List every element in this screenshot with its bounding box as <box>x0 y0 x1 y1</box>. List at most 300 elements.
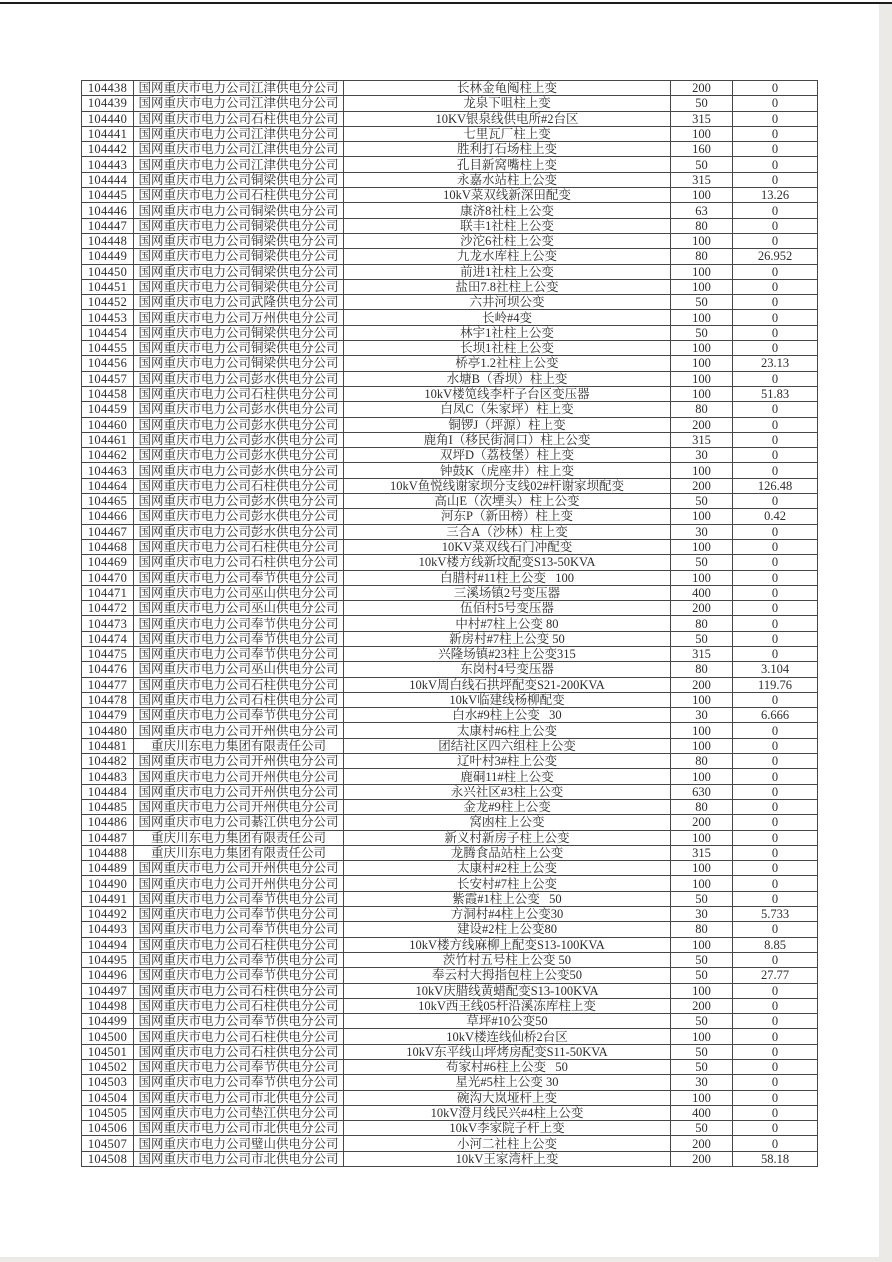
cell-name: 三溪场镇2号变压器 <box>344 585 671 600</box>
cell-value: 8.85 <box>733 937 818 952</box>
cell-capacity: 100 <box>671 692 733 707</box>
cell-value: 0 <box>733 1029 818 1044</box>
cell-capacity: 100 <box>671 876 733 891</box>
cell-value: 0 <box>733 432 818 447</box>
cell-id: 104448 <box>82 233 134 248</box>
table-row <box>82 157 818 172</box>
cell-value: 0 <box>733 1060 818 1075</box>
table-row <box>82 509 818 524</box>
cell-id: 104465 <box>82 494 134 509</box>
cell-name: 星光#5柱上公变 30 <box>344 1075 671 1090</box>
table-row <box>82 448 818 463</box>
cell-company: 国网重庆市电力公司万州供电分公司 <box>134 310 344 325</box>
cell-capacity: 30 <box>671 708 733 723</box>
cell-name: 沙沱6社柱上公变 <box>344 233 671 248</box>
table-row <box>82 524 818 539</box>
table-row <box>82 631 818 646</box>
cell-value: 0 <box>733 494 818 509</box>
cell-name: 太康村#6柱上公变 <box>344 723 671 738</box>
table-row <box>82 677 818 692</box>
cell-id: 104457 <box>82 371 134 386</box>
cell-capacity: 100 <box>671 937 733 952</box>
cell-id: 104490 <box>82 876 134 891</box>
table-row <box>82 539 818 554</box>
cell-company: 国网重庆市电力公司开州供电分公司 <box>134 861 344 876</box>
cell-company: 重庆川东电力集团有限责任公司 <box>134 738 344 753</box>
cell-id: 104468 <box>82 539 134 554</box>
cell-name: 太康村#2柱上公变 <box>344 861 671 876</box>
cell-company: 国网重庆市电力公司綦江供电分公司 <box>134 815 344 830</box>
cell-name: 河东P（新田榜）柱上变 <box>344 509 671 524</box>
cell-company: 国网重庆市电力公司武隆供电分公司 <box>134 295 344 310</box>
cell-id: 104477 <box>82 677 134 692</box>
cell-capacity: 200 <box>671 417 733 432</box>
cell-value: 0 <box>733 279 818 294</box>
cell-company: 国网重庆市电力公司石柱供电分公司 <box>134 937 344 952</box>
cell-name: 10kV李家院子杆上变 <box>344 1121 671 1136</box>
cell-company: 国网重庆市电力公司市北供电分公司 <box>134 1151 344 1166</box>
cell-company: 国网重庆市电力公司奉节供电分公司 <box>134 952 344 967</box>
cell-company: 国网重庆市电力公司彭水供电分公司 <box>134 524 344 539</box>
cell-value: 0 <box>733 463 818 478</box>
cell-name: 双坪D（荔枝堡）柱上变 <box>344 448 671 463</box>
cell-capacity: 50 <box>671 555 733 570</box>
cell-capacity: 315 <box>671 172 733 187</box>
cell-company: 国网重庆市电力公司彭水供电分公司 <box>134 509 344 524</box>
cell-capacity: 100 <box>671 264 733 279</box>
cell-company: 国网重庆市电力公司石柱供电分公司 <box>134 677 344 692</box>
cell-company: 国网重庆市电力公司彭水供电分公司 <box>134 417 344 432</box>
table-row <box>82 264 818 279</box>
table-row <box>82 891 818 906</box>
cell-company: 国网重庆市电力公司石柱供电分公司 <box>134 998 344 1013</box>
cell-value: 13.26 <box>733 188 818 203</box>
cell-value: 0.42 <box>733 509 818 524</box>
cell-company: 国网重庆市电力公司彭水供电分公司 <box>134 371 344 386</box>
cell-value: 0 <box>733 111 818 126</box>
cell-id: 104471 <box>82 585 134 600</box>
cell-value: 0 <box>733 142 818 157</box>
cell-value: 0 <box>733 692 818 707</box>
cell-id: 104498 <box>82 998 134 1013</box>
table-row <box>82 845 818 860</box>
cell-value: 0 <box>733 81 818 96</box>
cell-id: 104446 <box>82 203 134 218</box>
table-row <box>82 1136 818 1151</box>
cell-value: 0 <box>733 891 818 906</box>
cell-company: 国网重庆市电力公司铜梁供电分公司 <box>134 356 344 371</box>
cell-company: 国网重庆市电力公司石柱供电分公司 <box>134 478 344 493</box>
cell-id: 104488 <box>82 845 134 860</box>
cell-capacity: 200 <box>671 815 733 830</box>
cell-company: 国网重庆市电力公司江津供电分公司 <box>134 81 344 96</box>
cell-id: 104444 <box>82 172 134 187</box>
cell-company: 国网重庆市电力公司石柱供电分公司 <box>134 1029 344 1044</box>
cell-id: 104450 <box>82 264 134 279</box>
cell-name: 九龙水库柱上公变 <box>344 249 671 264</box>
cell-name: 鹿角I（移民街洞口）柱上公变 <box>344 432 671 447</box>
cell-value: 0 <box>733 126 818 141</box>
table-row <box>82 494 818 509</box>
cell-company: 国网重庆市电力公司开州供电分公司 <box>134 876 344 891</box>
cell-company: 国网重庆市电力公司铜梁供电分公司 <box>134 249 344 264</box>
table-row <box>82 692 818 707</box>
cell-id: 104454 <box>82 325 134 340</box>
table-row <box>82 968 818 983</box>
cell-capacity: 200 <box>671 1151 733 1166</box>
cell-capacity: 100 <box>671 341 733 356</box>
table-row <box>82 983 818 998</box>
cell-capacity: 50 <box>671 631 733 646</box>
cell-capacity: 200 <box>671 677 733 692</box>
table-row <box>82 922 818 937</box>
cell-company: 国网重庆市电力公司巫山供电分公司 <box>134 662 344 677</box>
cell-name: 康济8社柱上公变 <box>344 203 671 218</box>
cell-capacity: 100 <box>671 310 733 325</box>
cell-name: 白凤C（朱家坪）柱上变 <box>344 402 671 417</box>
cell-company: 国网重庆市电力公司垫江供电分公司 <box>134 1105 344 1120</box>
cell-value: 0 <box>733 448 818 463</box>
cell-name: 高山E（次堙头）柱上公变 <box>344 494 671 509</box>
cell-name: 长岭#4变 <box>344 310 671 325</box>
cell-company: 国网重庆市电力公司奉节供电分公司 <box>134 907 344 922</box>
table-row <box>82 585 818 600</box>
table-row <box>82 1060 818 1075</box>
cell-capacity: 100 <box>671 983 733 998</box>
cell-capacity: 50 <box>671 968 733 983</box>
cell-name: 兴隆场镇#23柱上公变315 <box>344 646 671 661</box>
cell-capacity: 160 <box>671 142 733 157</box>
table-row <box>82 417 818 432</box>
table-row <box>82 830 818 845</box>
cell-name: 10kV西王线05杆沿溪冻库柱上变 <box>344 998 671 1013</box>
cell-capacity: 80 <box>671 402 733 417</box>
table-row <box>82 1105 818 1120</box>
table-row <box>82 356 818 371</box>
cell-id: 104486 <box>82 815 134 830</box>
cell-name: 水塘B（香坝）柱上变 <box>344 371 671 386</box>
table-row <box>82 218 818 233</box>
cell-company: 重庆川东电力集团有限责任公司 <box>134 830 344 845</box>
cell-company: 国网重庆市电力公司江津供电分公司 <box>134 96 344 111</box>
cell-id: 104501 <box>82 1044 134 1059</box>
cell-value: 0 <box>733 264 818 279</box>
cell-name: 10kV周白线石拱坪配变S21-200KVA <box>344 677 671 692</box>
cell-company: 国网重庆市电力公司石柱供电分公司 <box>134 1044 344 1059</box>
cell-id: 104483 <box>82 769 134 784</box>
cell-capacity: 50 <box>671 1014 733 1029</box>
cell-capacity: 100 <box>671 1029 733 1044</box>
cell-capacity: 50 <box>671 494 733 509</box>
cell-id: 104476 <box>82 662 134 677</box>
cell-name: 碗沟大岚垭杆上变 <box>344 1090 671 1105</box>
table-row <box>82 815 818 830</box>
cell-name: 10kV菜双线新深田配变 <box>344 188 671 203</box>
table-row <box>82 952 818 967</box>
cell-name: 辽叶村3#柱上公变 <box>344 754 671 769</box>
table-row <box>82 616 818 631</box>
cell-company: 国网重庆市电力公司开州供电分公司 <box>134 723 344 738</box>
cell-id: 104456 <box>82 356 134 371</box>
cell-capacity: 50 <box>671 891 733 906</box>
cell-company: 国网重庆市电力公司铜梁供电分公司 <box>134 218 344 233</box>
cell-value: 0 <box>733 784 818 799</box>
cell-capacity: 100 <box>671 830 733 845</box>
cell-company: 国网重庆市电力公司彭水供电分公司 <box>134 463 344 478</box>
cell-id: 104499 <box>82 1014 134 1029</box>
cell-name: 七里瓦厂柱上变 <box>344 126 671 141</box>
cell-capacity: 100 <box>671 861 733 876</box>
table-row <box>82 1090 818 1105</box>
cell-name: 10kV王家湾杆上变 <box>344 1151 671 1166</box>
cell-id: 104494 <box>82 937 134 952</box>
cell-name: 10kV鱼悦线谢家坝分支线02#杆谢家坝配变 <box>344 478 671 493</box>
cell-capacity: 100 <box>671 188 733 203</box>
cell-id: 104500 <box>82 1029 134 1044</box>
cell-capacity: 200 <box>671 998 733 1013</box>
cell-capacity: 315 <box>671 845 733 860</box>
cell-value: 0 <box>733 1121 818 1136</box>
cell-capacity: 50 <box>671 1121 733 1136</box>
table-row <box>82 478 818 493</box>
table-row <box>82 723 818 738</box>
cell-capacity: 200 <box>671 601 733 616</box>
cell-value: 0 <box>733 539 818 554</box>
cell-capacity: 100 <box>671 738 733 753</box>
table-row <box>82 876 818 891</box>
cell-name: 联丰1社柱上公变 <box>344 218 671 233</box>
cell-company: 国网重庆市电力公司奉节供电分公司 <box>134 616 344 631</box>
cell-id: 104442 <box>82 142 134 157</box>
cell-capacity: 100 <box>671 279 733 294</box>
cell-company: 国网重庆市电力公司江津供电分公司 <box>134 126 344 141</box>
cell-id: 104470 <box>82 570 134 585</box>
cell-value: 119.76 <box>733 677 818 692</box>
cell-value: 0 <box>733 524 818 539</box>
cell-name: 10kV临建线杨柳配变 <box>344 692 671 707</box>
cell-value: 0 <box>733 218 818 233</box>
cell-name: 建设#2柱上公变80 <box>344 922 671 937</box>
table-row <box>82 249 818 264</box>
table-row <box>82 386 818 401</box>
cell-value: 126.48 <box>733 478 818 493</box>
cell-id: 104502 <box>82 1060 134 1075</box>
cell-company: 国网重庆市电力公司铜梁供电分公司 <box>134 233 344 248</box>
cell-value: 51.83 <box>733 386 818 401</box>
page-top-edge-line <box>0 2 892 4</box>
cell-name: 龙腾食品站柱上公变 <box>344 845 671 860</box>
cell-company: 国网重庆市电力公司江津供电分公司 <box>134 142 344 157</box>
cell-company: 国网重庆市电力公司彭水供电分公司 <box>134 432 344 447</box>
cell-company: 国网重庆市电力公司巫山供电分公司 <box>134 601 344 616</box>
cell-company: 国网重庆市电力公司奉节供电分公司 <box>134 922 344 937</box>
cell-id: 104496 <box>82 968 134 983</box>
cell-company: 国网重庆市电力公司开州供电分公司 <box>134 799 344 814</box>
cell-id: 104480 <box>82 723 134 738</box>
cell-name: 胜利打石场柱上变 <box>344 142 671 157</box>
table-row <box>82 279 818 294</box>
cell-value: 0 <box>733 1105 818 1120</box>
cell-name: 长林金龟阄柱上变 <box>344 81 671 96</box>
cell-value: 58.18 <box>733 1151 818 1166</box>
cell-capacity: 80 <box>671 616 733 631</box>
cell-capacity: 100 <box>671 539 733 554</box>
cell-company: 国网重庆市电力公司奉节供电分公司 <box>134 708 344 723</box>
table-row <box>82 662 818 677</box>
cell-company: 国网重庆市电力公司开州供电分公司 <box>134 754 344 769</box>
table-row <box>82 126 818 141</box>
table-row <box>82 81 818 96</box>
cell-name: 10kV楼笕线李杆子台区变压器 <box>344 386 671 401</box>
table-row <box>82 96 818 111</box>
cell-id: 104447 <box>82 218 134 233</box>
cell-company: 国网重庆市电力公司石柱供电分公司 <box>134 188 344 203</box>
cell-value: 0 <box>733 738 818 753</box>
cell-company: 国网重庆市电力公司石柱供电分公司 <box>134 692 344 707</box>
cell-id: 104508 <box>82 1151 134 1166</box>
cell-company: 国网重庆市电力公司石柱供电分公司 <box>134 555 344 570</box>
cell-capacity: 100 <box>671 463 733 478</box>
cell-capacity: 50 <box>671 1044 733 1059</box>
cell-value: 0 <box>733 555 818 570</box>
cell-name: 草坪#10公变50 <box>344 1014 671 1029</box>
cell-capacity: 200 <box>671 81 733 96</box>
page-bottom-edge-strip <box>0 1257 892 1262</box>
cell-capacity: 315 <box>671 646 733 661</box>
table-row <box>82 907 818 922</box>
cell-id: 104493 <box>82 922 134 937</box>
cell-capacity: 50 <box>671 295 733 310</box>
cell-name: 前进1社柱上公变 <box>344 264 671 279</box>
cell-company: 重庆川东电力集团有限责任公司 <box>134 845 344 860</box>
cell-name: 10kV澄月线民兴#4柱上公变 <box>344 1105 671 1120</box>
table-row <box>82 1075 818 1090</box>
cell-value: 0 <box>733 1136 818 1151</box>
cell-value: 0 <box>733 769 818 784</box>
cell-capacity: 630 <box>671 784 733 799</box>
table-row <box>82 172 818 187</box>
cell-company: 国网重庆市电力公司开州供电分公司 <box>134 784 344 799</box>
cell-value: 0 <box>733 631 818 646</box>
table-row <box>82 601 818 616</box>
cell-company: 国网重庆市电力公司铜梁供电分公司 <box>134 264 344 279</box>
cell-value: 0 <box>733 585 818 600</box>
cell-name: 团结社区四六组柱上公变 <box>344 738 671 753</box>
cell-id: 104466 <box>82 509 134 524</box>
cell-name: 金龙#9柱上公变 <box>344 799 671 814</box>
table-row <box>82 1029 818 1044</box>
cell-id: 104481 <box>82 738 134 753</box>
cell-company: 国网重庆市电力公司璧山供电分公司 <box>134 1136 344 1151</box>
table-row <box>82 738 818 753</box>
transformer-table <box>81 80 818 1167</box>
cell-value: 26.952 <box>733 249 818 264</box>
cell-value: 0 <box>733 203 818 218</box>
table-row <box>82 769 818 784</box>
cell-id: 104478 <box>82 692 134 707</box>
cell-value: 0 <box>733 616 818 631</box>
cell-company: 国网重庆市电力公司石柱供电分公司 <box>134 111 344 126</box>
cell-value: 0 <box>733 646 818 661</box>
cell-name: 白腊村#11柱上公变 100 <box>344 570 671 585</box>
cell-name: 10KV菜双线石门冲配变 <box>344 539 671 554</box>
table-row <box>82 1014 818 1029</box>
cell-value: 0 <box>733 1044 818 1059</box>
cell-id: 104484 <box>82 784 134 799</box>
table-row <box>82 1121 818 1136</box>
cell-name: 永嘉水站柱上公变 <box>344 172 671 187</box>
cell-capacity: 80 <box>671 218 733 233</box>
cell-value: 0 <box>733 570 818 585</box>
cell-name: 伍佰村5号变压器 <box>344 601 671 616</box>
cell-capacity: 80 <box>671 249 733 264</box>
table-row <box>82 754 818 769</box>
cell-value: 3.104 <box>733 662 818 677</box>
cell-value: 0 <box>733 417 818 432</box>
cell-company: 国网重庆市电力公司奉节供电分公司 <box>134 1060 344 1075</box>
cell-name: 长安村#7柱上公变 <box>344 876 671 891</box>
cell-id: 104441 <box>82 126 134 141</box>
cell-company: 国网重庆市电力公司彭水供电分公司 <box>134 402 344 417</box>
cell-capacity: 100 <box>671 371 733 386</box>
cell-id: 104443 <box>82 157 134 172</box>
cell-name: 长坝1社柱上公变 <box>344 341 671 356</box>
table-row <box>82 371 818 386</box>
cell-id: 104440 <box>82 111 134 126</box>
cell-capacity: 80 <box>671 799 733 814</box>
cell-id: 104462 <box>82 448 134 463</box>
cell-capacity: 315 <box>671 432 733 447</box>
cell-value: 0 <box>733 172 818 187</box>
cell-company: 国网重庆市电力公司石柱供电分公司 <box>134 539 344 554</box>
cell-company: 国网重庆市电力公司奉节供电分公司 <box>134 631 344 646</box>
table-row <box>82 233 818 248</box>
cell-company: 国网重庆市电力公司奉节供电分公司 <box>134 968 344 983</box>
cell-id: 104495 <box>82 952 134 967</box>
cell-name: 窝凼柱上公变 <box>344 815 671 830</box>
cell-capacity: 200 <box>671 1136 733 1151</box>
cell-id: 104473 <box>82 616 134 631</box>
table-row <box>82 861 818 876</box>
cell-name: 东岗村4号变压器 <box>344 662 671 677</box>
cell-capacity: 30 <box>671 448 733 463</box>
cell-id: 104491 <box>82 891 134 906</box>
table-row <box>82 937 818 952</box>
cell-name: 铜锣J（坪源）柱上变 <box>344 417 671 432</box>
cell-value: 0 <box>733 845 818 860</box>
cell-name: 鹿硐11#柱上公变 <box>344 769 671 784</box>
cell-value: 0 <box>733 983 818 998</box>
table-row <box>82 1044 818 1059</box>
table-row <box>82 188 818 203</box>
table-row <box>82 341 818 356</box>
cell-name: 新房村#7柱上公变 50 <box>344 631 671 646</box>
table-row <box>82 708 818 723</box>
cell-id: 104438 <box>82 81 134 96</box>
cell-capacity: 50 <box>671 952 733 967</box>
cell-name: 紫霞#1柱上公变 50 <box>344 891 671 906</box>
cell-capacity: 315 <box>671 111 733 126</box>
cell-id: 104461 <box>82 432 134 447</box>
cell-id: 104504 <box>82 1090 134 1105</box>
cell-capacity: 50 <box>671 1060 733 1075</box>
cell-capacity: 100 <box>671 509 733 524</box>
cell-id: 104460 <box>82 417 134 432</box>
cell-name: 10kV楼连线仙桥2台区 <box>344 1029 671 1044</box>
cell-company: 国网重庆市电力公司奉节供电分公司 <box>134 891 344 906</box>
cell-name: 三合A（沙林）柱上变 <box>344 524 671 539</box>
cell-company: 国网重庆市电力公司巫山供电分公司 <box>134 585 344 600</box>
